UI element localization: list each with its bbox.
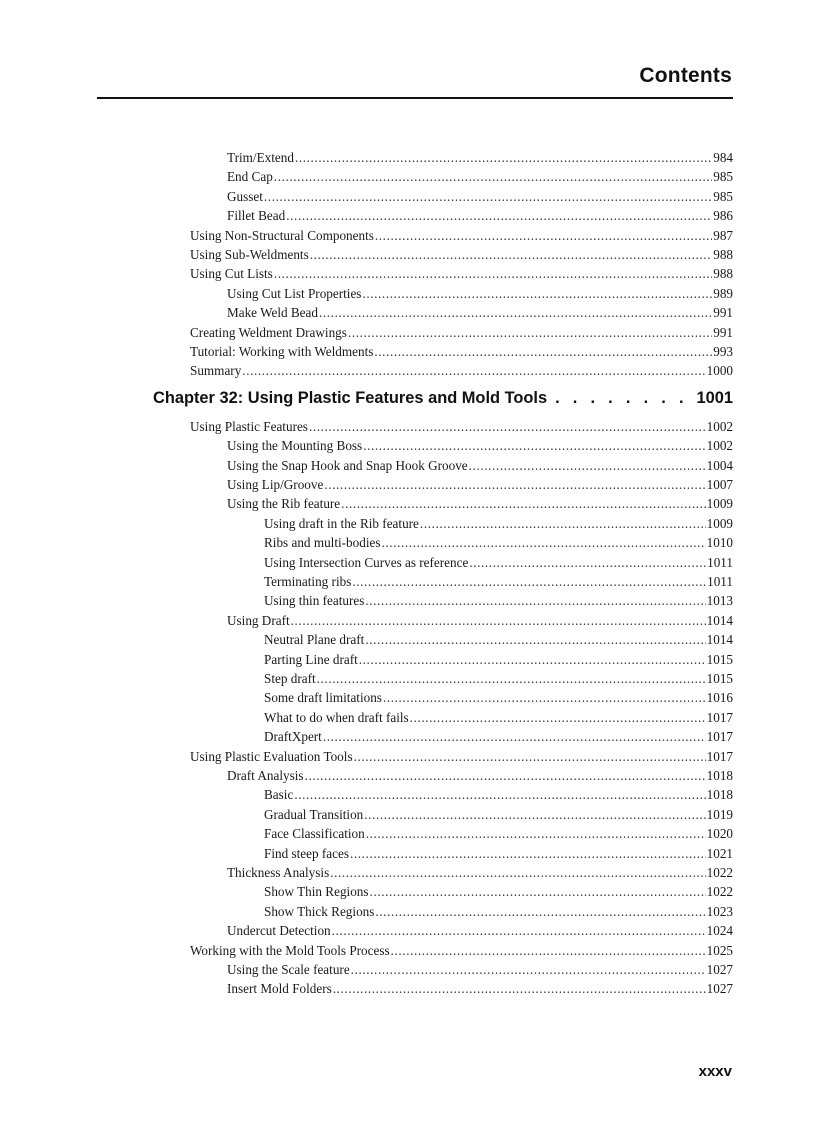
- chapter-heading: [153, 389, 733, 408]
- dot-leader: [341, 494, 705, 513]
- toc-entry-page: 1009: [706, 515, 733, 531]
- toc-entry-page: 1004: [706, 457, 733, 473]
- dot-leader: [391, 941, 706, 960]
- toc-entry: [227, 206, 733, 225]
- toc-entry-page: 985: [713, 169, 733, 185]
- toc-entry-page: 1009: [706, 496, 733, 512]
- toc-entry-title: Summary: [190, 363, 242, 379]
- toc-entry-title: Make Weld Bead: [227, 305, 318, 321]
- dot-leader: [332, 921, 706, 940]
- toc-entry-title: Using Plastic Features: [190, 418, 308, 434]
- toc-entry-title: Using Draft: [227, 612, 290, 628]
- toc-entry: [190, 323, 733, 342]
- toc-entry-page: 1017: [706, 709, 733, 725]
- dot-leader: [420, 514, 706, 533]
- toc-entry-page: 987: [713, 227, 733, 243]
- toc-entry: [264, 533, 733, 552]
- toc-entry-page: 1014: [706, 612, 733, 628]
- dot-leader: [410, 708, 706, 727]
- dot-leader: [383, 688, 706, 707]
- dot-leader: [469, 456, 706, 475]
- toc-entry: [227, 611, 733, 630]
- dot-leader: [362, 284, 712, 303]
- toc-entry-title: DraftXpert: [264, 729, 322, 745]
- toc-entry-page: 993: [713, 344, 733, 359]
- toc-entry-page: 1015: [706, 651, 733, 667]
- toc-entry-page: 1027: [706, 962, 733, 977]
- toc-entry-title: Gradual Transition: [264, 806, 364, 822]
- toc-entry: [264, 572, 733, 591]
- toc-entry: [264, 591, 733, 610]
- toc-entry-page: 1023: [706, 903, 733, 919]
- toc-entry: [264, 708, 733, 727]
- toc-entry-page: 1014: [706, 632, 733, 648]
- toc-entry-title: Step draft: [264, 671, 316, 686]
- toc-entry: [264, 553, 733, 572]
- toc-entry: [227, 475, 733, 494]
- toc-entry: [227, 921, 733, 940]
- chapter-title: Chapter 32: Using Plastic Features and Mold Tools: [153, 388, 548, 407]
- toc-entry: [227, 960, 733, 979]
- toc-entry-title: Draft Analysis: [227, 768, 304, 783]
- toc-entry-title: Using Lip/Groove: [227, 477, 324, 492]
- dot-leader: [366, 824, 706, 843]
- dot-leader: [291, 611, 706, 630]
- toc-entry: [190, 264, 733, 283]
- dot-leader: [324, 475, 705, 494]
- toc-entry: [227, 863, 733, 882]
- dot-leader: [286, 206, 712, 225]
- toc-entry: [264, 805, 733, 824]
- dot-leader: [264, 187, 712, 206]
- dot-leader: [317, 669, 706, 688]
- toc-entry-title: Parting Line draft: [264, 651, 358, 667]
- toc-entry-title: Fillet Bead: [227, 208, 286, 224]
- toc-entry-title: Using draft in the Rib feature: [264, 515, 419, 531]
- dot-leader: [365, 591, 705, 610]
- toc-entry-title: Using the Rib feature: [227, 496, 341, 512]
- dot-leader: [469, 553, 706, 572]
- toc-entry: [227, 303, 733, 322]
- toc-entry-page: 1002: [706, 438, 733, 454]
- toc-entry-page: 1021: [706, 845, 733, 861]
- toc-entry: [190, 941, 733, 960]
- dot-leader: [370, 882, 706, 901]
- toc-entry-page: 986: [713, 208, 733, 224]
- toc-entry-page: 1002: [706, 418, 733, 434]
- toc-entry: [227, 284, 733, 303]
- dot-leader: [305, 766, 706, 785]
- toc-entry-title: Some draft limitations: [264, 690, 382, 706]
- dot-leader: [354, 747, 706, 766]
- toc-entry-title: Ribs and multi-bodies: [264, 535, 381, 551]
- toc-entry-page: 988: [713, 266, 733, 282]
- toc-entry-title: Using Cut Lists: [190, 266, 273, 282]
- dot-leader: [333, 979, 706, 998]
- toc-entry-title: Using the Snap Hook and Snap Hook Groove: [227, 457, 468, 473]
- toc-entry-page: 991: [713, 324, 733, 340]
- toc-entry: [227, 766, 733, 785]
- toc-entry-title: Creating Weldment Drawings: [190, 324, 347, 340]
- toc-entry-title: Working with the Mold Tools Process: [190, 942, 390, 958]
- toc-entry-title: Basic: [264, 787, 294, 803]
- toc-entry-page: 985: [713, 188, 733, 204]
- page-number: xxxv: [698, 1063, 732, 1080]
- toc-entry: [227, 494, 733, 513]
- toc-entry: [190, 417, 733, 436]
- toc-entry-title: Show Thin Regions: [264, 884, 369, 900]
- toc-entry-page: 1022: [706, 884, 733, 900]
- toc-entry-page: 1025: [706, 942, 733, 958]
- toc-entry-title: Neutral Plane draft: [264, 632, 365, 648]
- toc-entry-page: 1015: [706, 671, 733, 686]
- toc-entry: [227, 979, 733, 998]
- toc-entry-title: Using thin features: [264, 593, 365, 609]
- toc-entry-page: 991: [713, 305, 733, 321]
- toc-entry-title: Thickness Analysis: [227, 865, 330, 880]
- dot-leader: [359, 650, 706, 669]
- toc-entry-title: What to do when draft fails: [264, 709, 409, 725]
- dot-leader: [365, 630, 705, 649]
- toc-entry-title: Trim/Extend: [227, 150, 294, 165]
- toc-entry-page: 1018: [706, 787, 733, 803]
- toc-entry: [264, 514, 733, 533]
- toc-entry-title: Using Intersection Curves as reference: [264, 554, 469, 570]
- toc-entry-title: Using the Mounting Boss: [227, 438, 363, 454]
- toc-entry-title: Face Classification: [264, 826, 365, 842]
- toc-entry-page: 1013: [706, 593, 733, 609]
- toc-entry: [264, 844, 733, 863]
- dot-leader: [309, 417, 706, 436]
- toc-entry-page: 1022: [706, 865, 733, 880]
- toc-entry-page: 1010: [706, 535, 733, 551]
- dot-leader: [242, 361, 705, 380]
- toc-entry-page: 1019: [706, 806, 733, 822]
- toc-entry-title: Undercut Detection: [227, 923, 331, 939]
- toc-entry-page: 1020: [706, 826, 733, 842]
- dot-leader: [294, 785, 705, 804]
- dot-leader: [555, 389, 690, 408]
- toc-entry-page: 984: [713, 150, 733, 165]
- dot-leader: [323, 727, 706, 746]
- toc-entry: [190, 342, 733, 361]
- toc-entry-title: Insert Mold Folders: [227, 981, 332, 997]
- dot-leader: [319, 303, 712, 322]
- toc-entry: [190, 245, 733, 264]
- toc-entry: [190, 226, 733, 245]
- toc-entry: [227, 456, 733, 475]
- dot-leader: [295, 148, 712, 167]
- toc-entry-page: 1011: [707, 574, 733, 589]
- toc-entry-title: Find steep faces: [264, 845, 349, 861]
- page-title: Contents: [639, 64, 732, 87]
- toc-entry: [190, 747, 733, 766]
- toc-entry: [264, 630, 733, 649]
- dot-leader: [352, 572, 706, 591]
- chapter-page: 1001: [696, 388, 733, 407]
- header-rule: [97, 97, 733, 99]
- dot-leader: [375, 226, 712, 245]
- toc-entry-page: 1024: [706, 923, 733, 939]
- toc-entry: [227, 187, 733, 206]
- dot-leader: [310, 245, 713, 264]
- toc-entry-title: Using Sub-Weldments: [190, 247, 309, 262]
- toc-entry-page: 989: [713, 285, 733, 301]
- toc-entry-title: Using Non-Structural Components: [190, 227, 374, 243]
- toc-entry: [264, 727, 733, 746]
- dot-leader: [364, 805, 705, 824]
- dot-leader: [330, 863, 705, 882]
- toc-entry: [264, 669, 733, 688]
- toc-entry-title: End Cap: [227, 169, 273, 185]
- dot-leader: [351, 960, 706, 979]
- toc-entry: [264, 650, 733, 669]
- toc-entry-title: Tutorial: Working with Weldments: [190, 344, 374, 359]
- dot-leader: [374, 342, 712, 361]
- toc-entry: [264, 902, 733, 921]
- dot-leader: [375, 902, 705, 921]
- dot-leader: [274, 167, 712, 186]
- toc-entry-page: 988: [713, 247, 733, 262]
- toc-entry: [227, 436, 733, 455]
- toc-entry-page: 1027: [706, 981, 733, 997]
- toc-entry: [190, 361, 733, 380]
- toc-entry-title: Using the Scale feature: [227, 962, 350, 977]
- toc-entry-title: Terminating ribs: [264, 574, 352, 589]
- dot-leader: [274, 264, 712, 283]
- toc-entry: [227, 167, 733, 186]
- toc-entry-page: 1017: [706, 748, 733, 764]
- toc-entry-page: 1016: [706, 690, 733, 706]
- toc-entry: [264, 785, 733, 804]
- toc-entry: [264, 882, 733, 901]
- toc-entry-page: 1011: [707, 554, 733, 570]
- toc-entry: [264, 824, 733, 843]
- toc-entry-title: Using Plastic Evaluation Tools: [190, 748, 353, 764]
- toc-entry-page: 1017: [706, 729, 733, 745]
- toc-entry-page: 1007: [706, 477, 733, 492]
- toc-entry: [264, 688, 733, 707]
- toc-entry-title: Show Thick Regions: [264, 903, 375, 919]
- dot-leader: [348, 323, 712, 342]
- dot-leader: [350, 844, 706, 863]
- dot-leader: [363, 436, 705, 455]
- toc-entry-page: 1018: [706, 768, 733, 783]
- dot-leader: [382, 533, 706, 552]
- toc-entry-page: 1000: [706, 363, 733, 379]
- toc-entry: [227, 148, 733, 167]
- toc-entry-title: Using Cut List Properties: [227, 285, 362, 301]
- toc-entry-title: Gusset: [227, 188, 263, 204]
